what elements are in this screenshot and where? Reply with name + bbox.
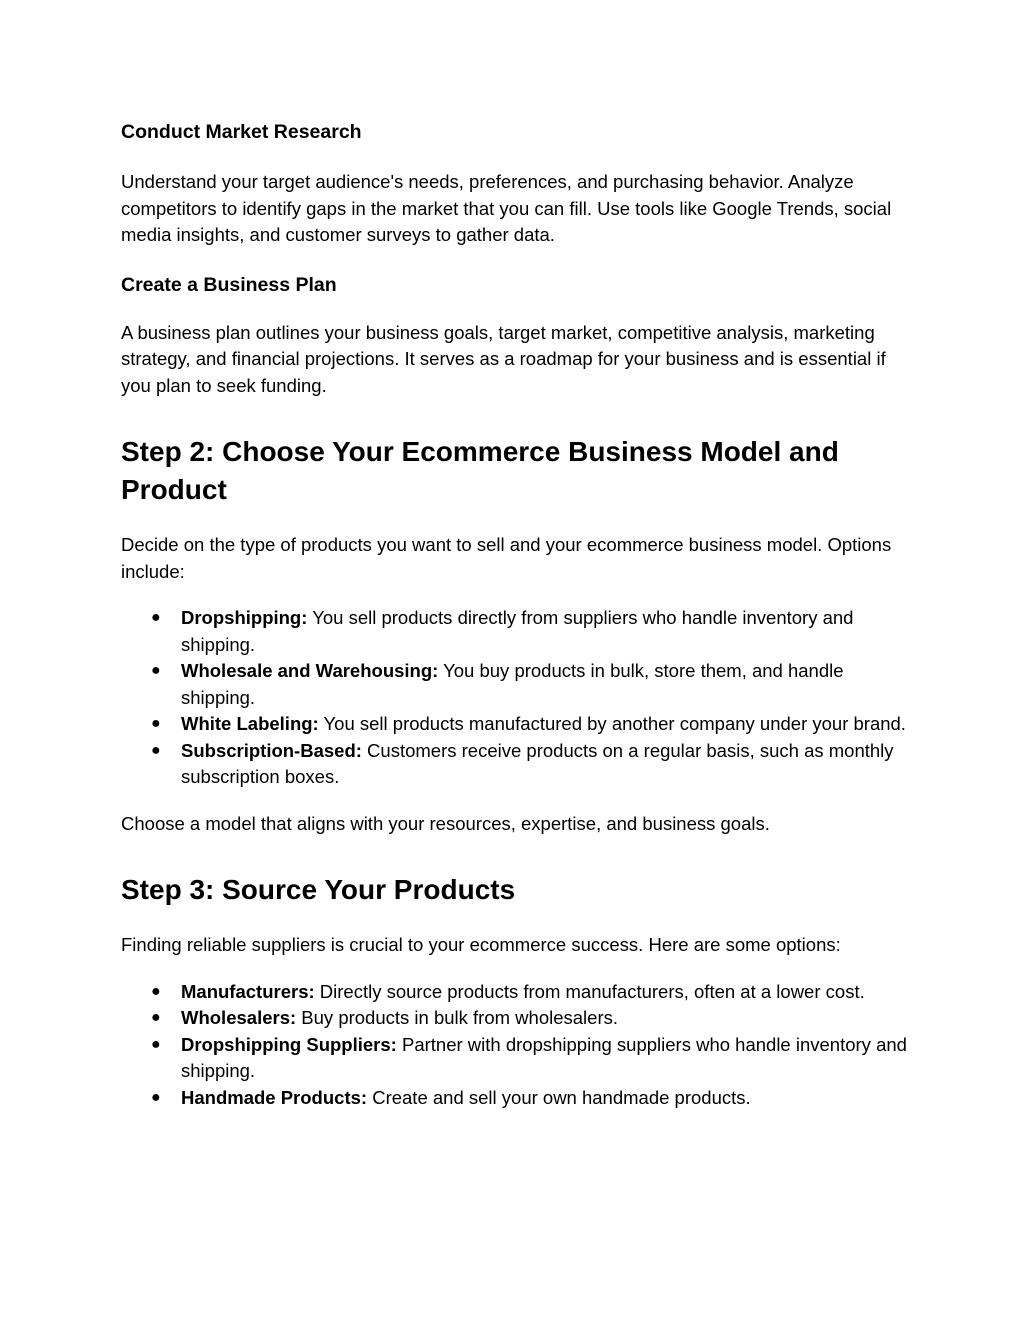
bullet-icon: ● xyxy=(151,982,161,1000)
document-page xyxy=(121,118,911,1111)
list-item-term: Dropshipping: xyxy=(181,607,308,628)
list-item-text: Buy products in bulk from wholesalers. xyxy=(296,1007,618,1028)
bullet-icon: ● xyxy=(151,662,161,679)
list-item-text: Directly source products from manufacturers, often at a lower cost. xyxy=(314,980,865,1002)
list-item-term: Manufacturers: xyxy=(181,980,315,1002)
paragraph-step-3-intro: Finding reliable suppliers is crucial to your ecommerce success. Here are some options: xyxy=(121,934,841,955)
list-item-term: Handmade Products: xyxy=(181,1086,368,1108)
list-item xyxy=(121,1005,911,1032)
list-item-text: You sell products directly from suppliers who handle inventory and shipping. xyxy=(181,607,854,655)
list-item xyxy=(121,711,911,738)
list-item-term: Wholesalers: xyxy=(181,1007,297,1028)
list-item-text: Create and sell your own handmade products. xyxy=(367,1086,751,1108)
bullet-icon: ● xyxy=(151,609,161,626)
paragraph-step-2-intro: Decide on the type of products you want to sell and your ecommerce business model. Options include: xyxy=(121,534,892,582)
list-item xyxy=(121,1085,911,1112)
bullet-icon: ● xyxy=(151,715,161,732)
heading-step-3: Step 3: Source Your Products xyxy=(121,874,516,905)
list-item xyxy=(121,738,911,791)
list-item-text: Customers receive products on a regular basis, such as monthly subscription boxes. xyxy=(181,739,894,787)
list-product-sources xyxy=(121,979,911,1112)
bullet-icon: ● xyxy=(151,1009,161,1026)
list-item xyxy=(121,1032,911,1085)
paragraph-step-2-outro: Choose a model that aligns with your resources, expertise, and business goals. xyxy=(121,812,770,834)
list-item-term: Subscription-Based: xyxy=(181,739,362,761)
bullet-icon: ● xyxy=(151,741,161,759)
list-item xyxy=(121,605,911,658)
list-item-term: White Labeling: xyxy=(181,713,319,734)
list-item-text: You buy products in bulk, store them, and handle shipping. xyxy=(181,660,844,708)
heading-business-plan: Create a Business Plan xyxy=(121,273,337,296)
list-item xyxy=(121,658,911,711)
heading-market-research: Conduct Market Research xyxy=(121,121,362,143)
list-item xyxy=(121,979,911,1006)
list-item-term: Wholesale and Warehousing: xyxy=(181,660,439,681)
paragraph-business-plan: A business plan outlines your business goals, target market, competitive analysis, marketing strategy, and financial projections. It serves as a roadmap for your business and is essential if you plan to seek funding. xyxy=(121,321,886,396)
bullet-icon: ● xyxy=(151,1088,161,1106)
list-item-term: Dropshipping Suppliers: xyxy=(181,1033,397,1055)
list-item-text: Partner with dropshipping suppliers who handle inventory and shipping. xyxy=(181,1033,907,1081)
list-business-models xyxy=(121,605,911,791)
heading-step-2: Step 2: Choose Your Ecommerce Business Model and Product xyxy=(121,436,839,505)
bullet-icon: ● xyxy=(151,1035,161,1053)
list-item-text: You sell products manufactured by another company under your brand. xyxy=(318,713,906,734)
paragraph-market-research: Understand your target audience's needs, preferences, and purchasing behavior. Analyze competitors to identify gaps in the market that you can fill. Use tools like Google Trends, social media insights, and customer surveys to gather data. xyxy=(121,171,892,245)
